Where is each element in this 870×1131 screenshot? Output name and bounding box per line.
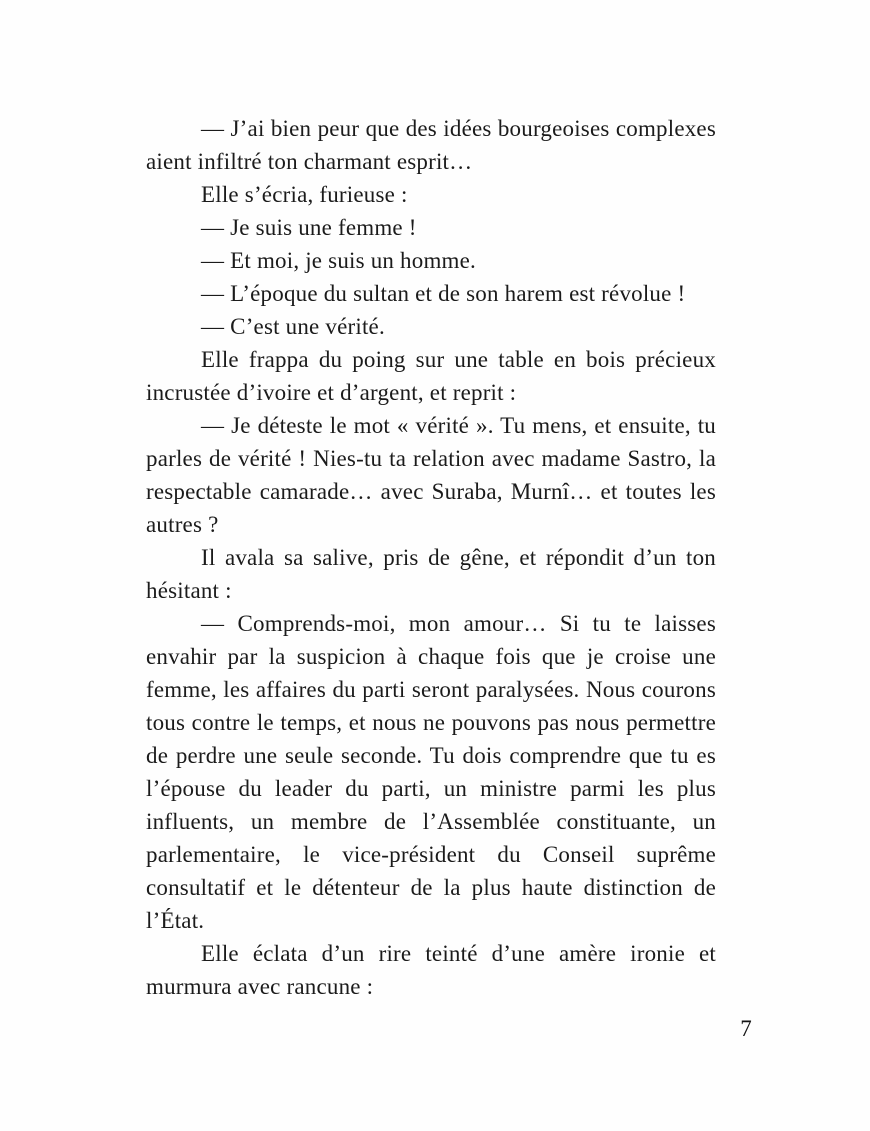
paragraph: — Je déteste le mot « vérité ». Tu mens, et ensuite, tu parles de vérité ! Nies-tu ta relation avec madame Sastro, la respectable camarade… avec Suraba, Murnî… et toutes les autres ? xyxy=(146,413,716,537)
text-block xyxy=(146,112,716,1003)
paragraph: Elle s’écria, furieuse : xyxy=(201,182,408,207)
paragraph: — J’ai bien peur que des idées bourgeoises complexes aient infiltré ton charmant esprit… xyxy=(146,116,716,174)
paragraph: Il avala sa salive, pris de gêne, et répondit d’un ton hésitant : xyxy=(146,545,716,603)
paragraph: — Et moi, je suis un homme. xyxy=(201,248,476,273)
paragraph: Elle frappa du poing sur une table en bois précieux incrustée d’ivoire et d’argent, et reprit : xyxy=(146,347,716,405)
paragraph: — Je suis une femme ! xyxy=(201,215,417,240)
paragraph: Elle éclata d’un rire teinté d’une amère ironie et murmura avec rancune : xyxy=(146,941,716,999)
page-number: 7 xyxy=(740,1016,752,1041)
paragraph: — L’époque du sultan et de son harem est révolue ! xyxy=(201,281,686,306)
paragraph: — Comprends-moi, mon amour… Si tu te laisses envahir par la suspicion à chaque fois que je croise une femme, les affaires du parti seront paralysées. Nous courons tous contre le temps, et nous ne pouvons pas nous permettre de perdre une seule seconde. Tu dois comprendre que tu es l’épouse du leader du parti, un ministre parmi les plus influents, un membre de l’Assemblée constituante, un parlementaire, le vice-président du Conseil suprême consultatif et le détenteur de la plus haute distinction de l’État. xyxy=(146,611,716,933)
paragraph: — C’est une vérité. xyxy=(201,314,385,339)
